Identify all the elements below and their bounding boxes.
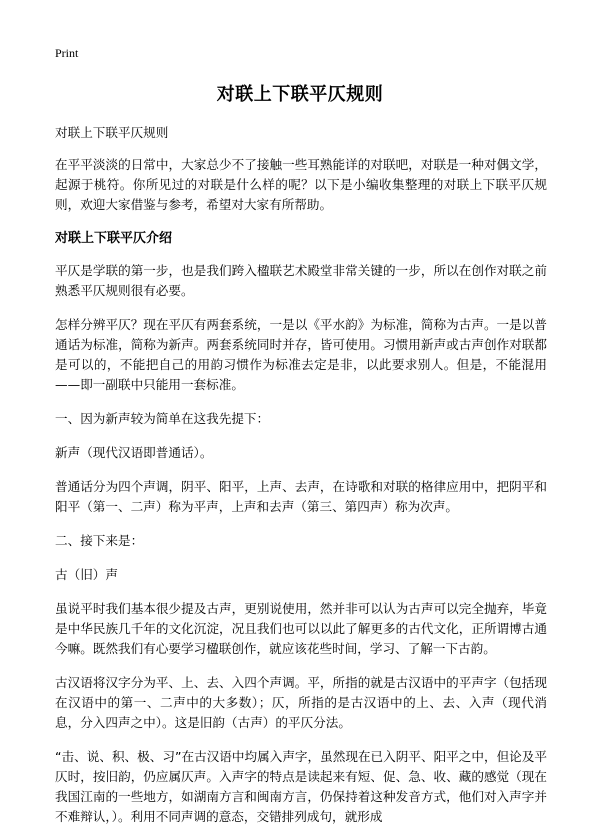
- intro-paragraph: 在平平淡淡的日常中，大家总少不了接触一些耳熟能详的对联吧，对联是一种对偶文学，起源于桃符。你所见过的对联是什么样的呢？以下是小编收集整理的对联上下联平仄规则，欢迎大家借鉴与参考，希望对大家有所帮助。: [55, 157, 547, 212]
- paragraph: “击、说、积、极、习”在古汉语中均属入声字，虽然现在已入阴平、阳平之中，但论及平仄时，按旧韵，仍应属仄声。入声字的特点是读起来有短、促、急、收、藏的感觉（现在我国江南的一些地方，如湖南方言和闽南方言，仍保持着这种发音方式，他们对入声字并不难辩认，）。利用不同声调的意态，交错排列成句，就形成: [55, 749, 547, 824]
- paragraph: 普通话分为四个声调，阴平、阳平，上声、去声，在诗歌和对联的格律应用中，把阴平和阳平（第一、二声）称为平声，上声和去声（第三、第四声）称为次声。: [55, 479, 547, 514]
- paragraph: 平仄是学联的第一步，也是我们跨入楹联艺术殿堂非常关键的一步，所以在创作对联之前熟悉平仄规则很有必要。: [55, 263, 547, 298]
- paragraph: 一、因为新声较为简单在这我先提下：: [55, 411, 270, 426]
- article-body: [55, 123, 547, 828]
- section-heading: 对联上下联平仄介绍: [55, 231, 173, 246]
- print-link[interactable]: Print: [55, 46, 79, 60]
- paragraph: 二、接下来是：: [55, 533, 144, 548]
- paragraph: 虽说平时我们基本很少提及古声，更别说使用，然并非可以认为古声可以完全抛弃，毕竟是中华民族几千年的文化沉淀，况且我们也可以以此了解更多的古代文化，正所谓博古通今嘛。既然我们有心要学习楹联创作，就应该花些时间，学习、了解一下古韵。: [55, 601, 547, 656]
- page-title: 对联上下联平仄规则: [216, 84, 384, 105]
- paragraph: 怎样分辨平仄？现在平仄有两套系统，一是以《平水韵》为标准，简称为古声。一是以普通话为标准，简称为新声。两套系统同时并存，皆可使用。习惯用新声或古声创作对联都是可以的，不能把自己的用韵习惯作为标准去定是非，以此要求别人。但是，不能混用——即一副联中只能用一套标准。: [55, 317, 547, 392]
- paragraph: 古（旧）声: [55, 567, 118, 582]
- paragraph: 新声（现代汉语即普通话）。: [55, 445, 213, 460]
- paragraph: 古汉语将汉字分为平、上、去、入四个声调。平，所指的就是古汉语中的平声字（包括现在汉语中的第一、二声中的大多数）；仄，所指的是古汉语中的上、去、入声（现代消息，分入四声之中）。这是旧韵（古声）的平仄分法。: [55, 675, 547, 730]
- article-subtitle: 对联上下联平仄规则: [55, 125, 169, 140]
